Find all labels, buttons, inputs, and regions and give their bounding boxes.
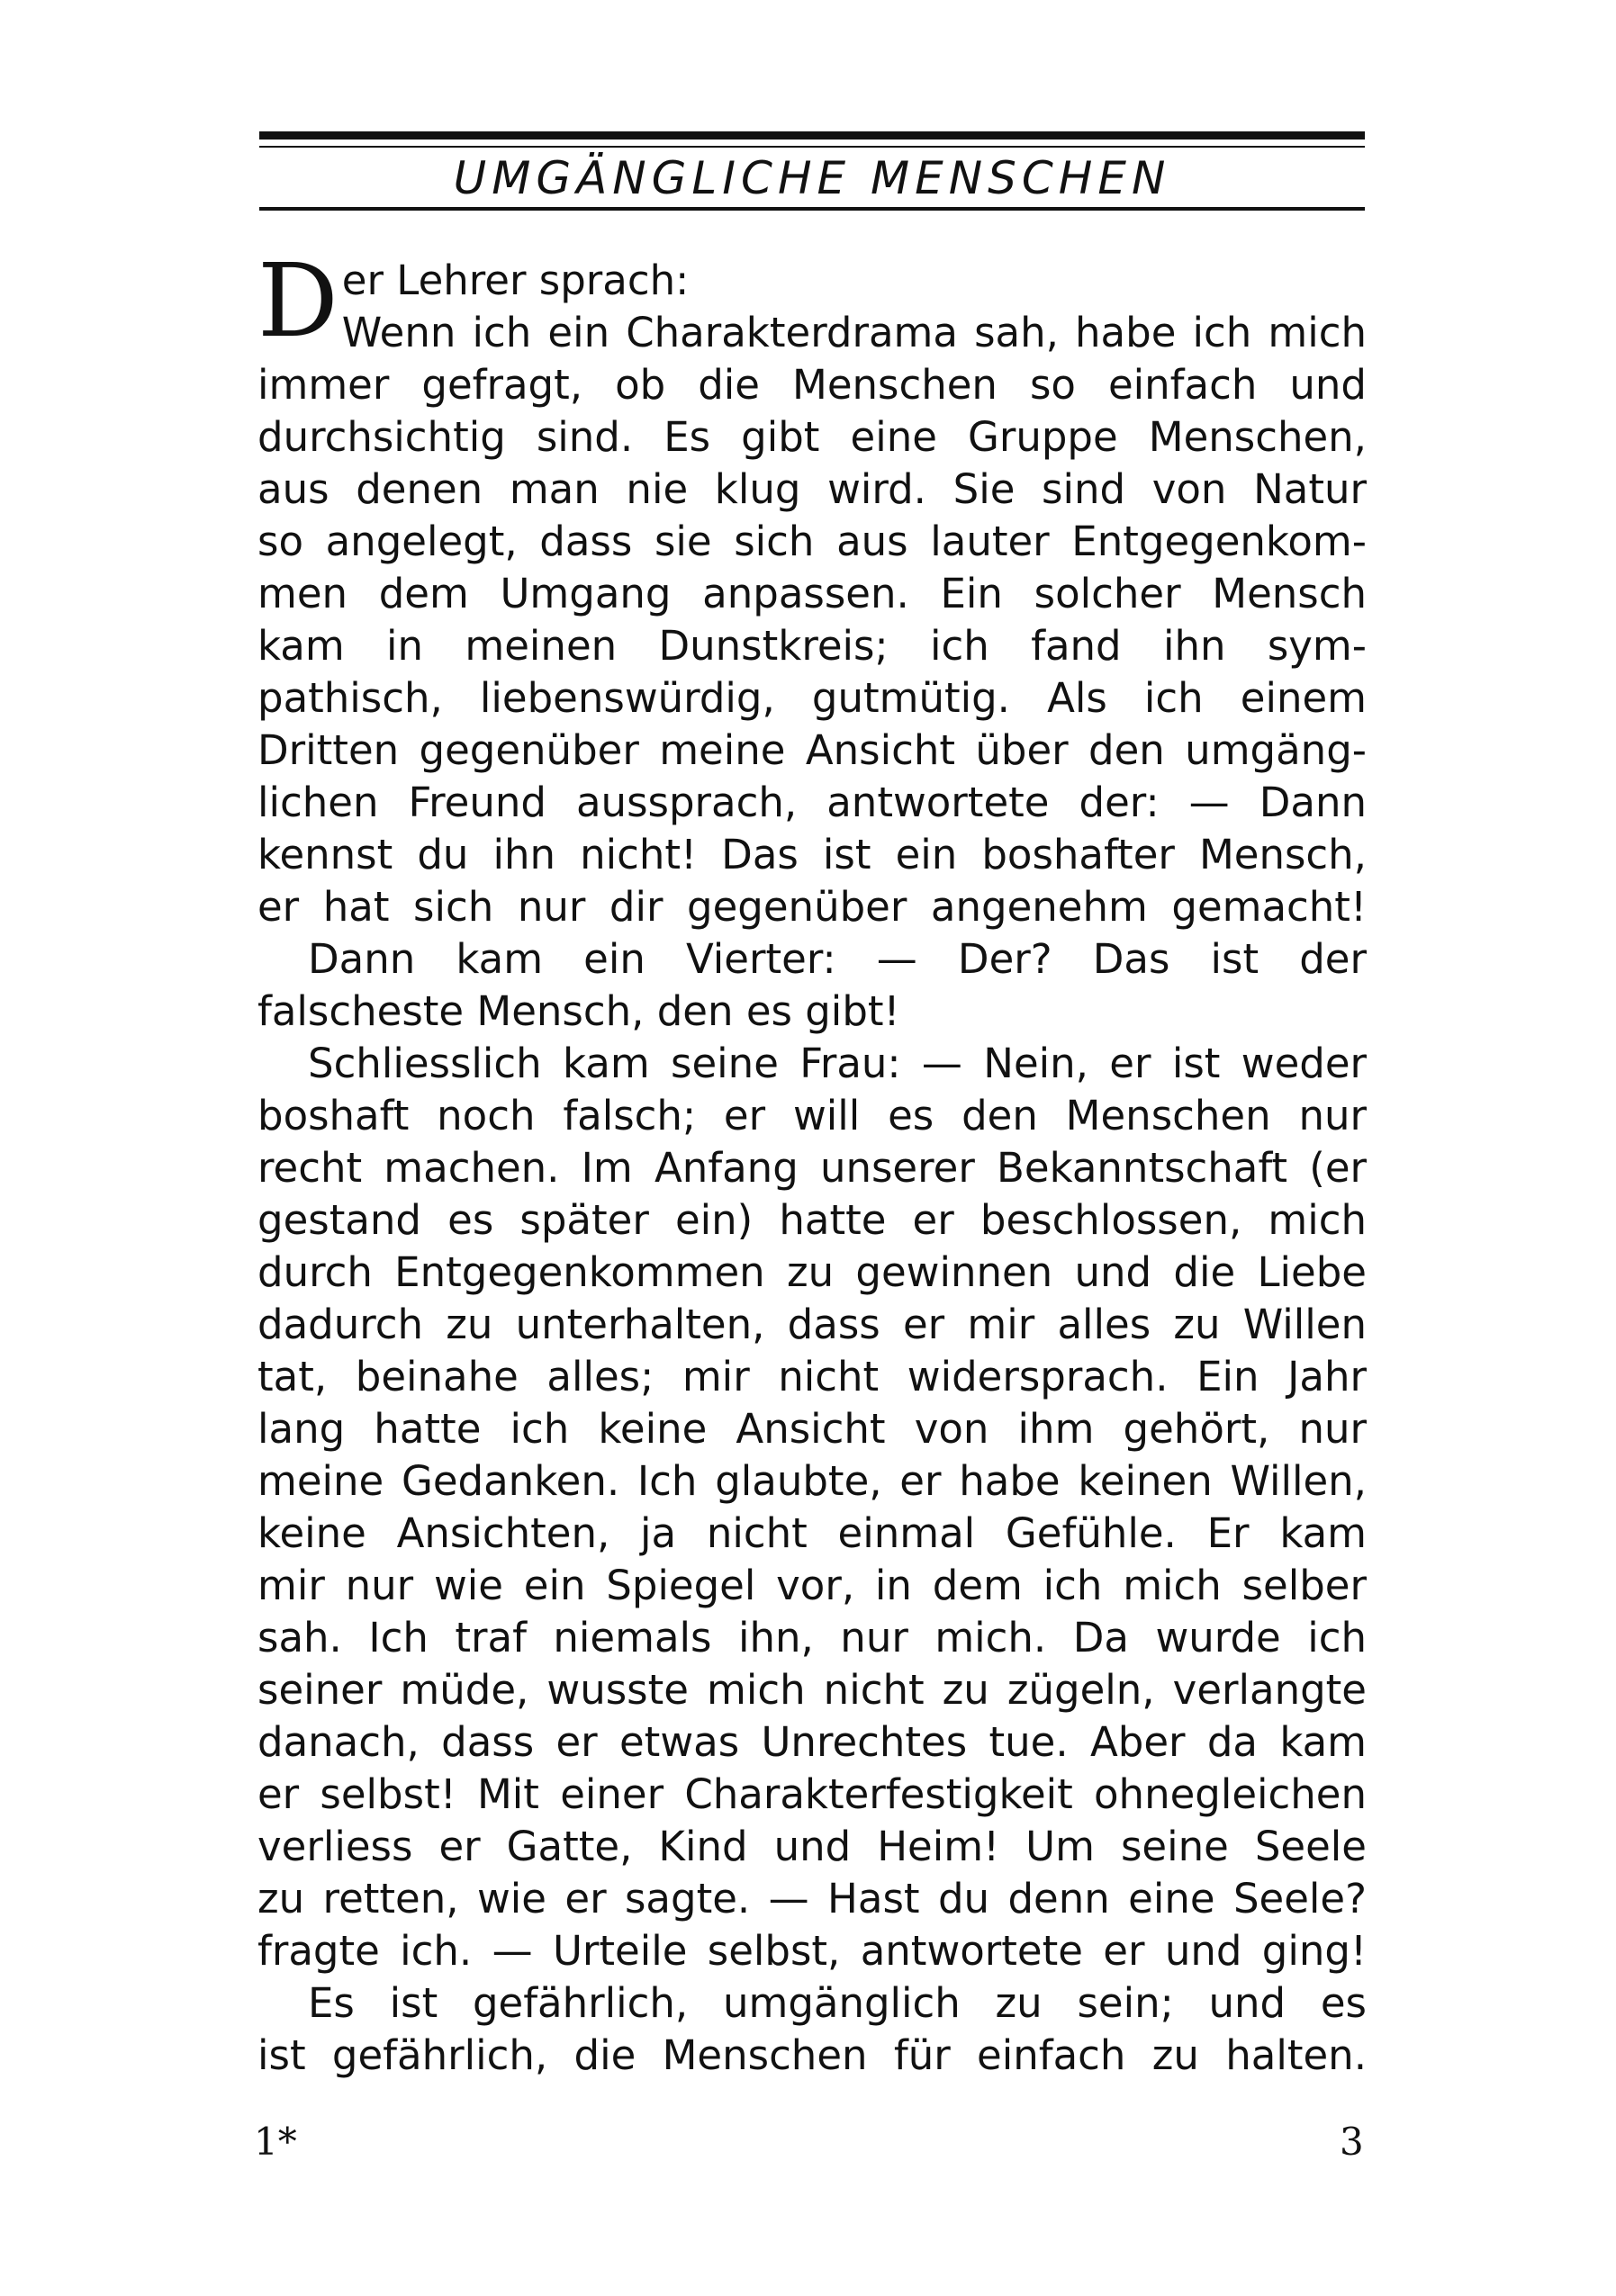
- text-line: er hat sich nur dir gegenüber angenehm gemacht!: [257, 883, 1367, 931]
- text-line: Dann kam ein Vierter: — Der? Das ist der: [308, 935, 1367, 983]
- text-line: so angelegt, dass sie sich aus lauter Entgegenkom-: [257, 518, 1367, 565]
- text-line: gestand es später ein) hatte er beschlossen, mich: [257, 1196, 1367, 1244]
- text-line: fragte ich. — Urteile selbst, antwortete er und ging!: [257, 1927, 1367, 1975]
- text-line: ist gefährlich, die Menschen für einfach zu halten.: [257, 2031, 1367, 2079]
- text-line: seiner müde, wusste mich nicht zu zügeln, verlangte: [257, 1666, 1367, 1714]
- text-line: zu retten, wie er sagte. — Hast du denn eine Seele?: [257, 1875, 1367, 1922]
- text-line: meine Gedanken. Ich glaubte, er habe keinen Willen,: [257, 1457, 1367, 1505]
- header-rule-thin: [259, 146, 1365, 148]
- text-line: immer gefragt, ob die Menschen so einfach und: [257, 361, 1367, 409]
- text-line: falscheste Mensch, den es gibt!: [257, 987, 900, 1035]
- page-number: 3: [1340, 2120, 1364, 2164]
- drop-cap: D: [257, 243, 339, 360]
- text-line: verliess er Gatte, Kind und Heim! Um seine Seele: [257, 1823, 1367, 1870]
- header-rule-bottom: [259, 207, 1365, 211]
- text-line: pathisch, liebenswürdig, gutmütig. Als ich einem: [257, 674, 1367, 722]
- text-line: Dritten gegenüber meine Ansicht über den umgäng-: [257, 726, 1367, 774]
- running-title: UMGÄNGLICHE MENSCHEN: [453, 152, 1171, 204]
- text-line: danach, dass er etwas Unrechtes tue. Aber da kam: [257, 1718, 1367, 1766]
- text-line: mir nur wie ein Spiegel vor, in dem ich mich selber: [257, 1562, 1367, 1609]
- text-line: durchsichtig sind. Es gibt eine Gruppe Menschen,: [257, 413, 1367, 461]
- header-rule-thick: [259, 131, 1365, 140]
- text-line: recht machen. Im Anfang unserer Bekanntschaft (er: [257, 1144, 1367, 1192]
- text-line: sah. Ich traf niemals ihn, nur mich. Da wurde ich: [257, 1614, 1367, 1661]
- text-line: keine Ansichten, ja nicht einmal Gefühle. Er kam: [257, 1509, 1367, 1557]
- main-text: [257, 243, 1367, 2082]
- text-line: dadurch zu unterhalten, dass er mir alles zu Willen: [257, 1301, 1367, 1348]
- text-line: kam in meinen Dunstkreis; ich fand ihn sym-: [257, 622, 1367, 670]
- text-line: Es ist gefährlich, umgänglich zu sein; und es: [308, 1979, 1367, 2027]
- signature-mark: 1*: [254, 2120, 297, 2164]
- text-line: Wenn ich ein Charakterdrama sah, habe ich mich: [341, 309, 1367, 356]
- text-line: lichen Freund aussprach, antwortete der: — Dann: [257, 779, 1367, 826]
- text-line: tat, beinahe alles; mir nicht widersprach. Ein Jahr: [257, 1353, 1367, 1400]
- text-line: er Lehrer sprach:: [341, 257, 690, 304]
- text-line: men dem Umgang anpassen. Ein solcher Mensch: [257, 570, 1367, 617]
- text-line: durch Entgegenkommen zu gewinnen und die Liebe: [257, 1248, 1367, 1296]
- text-line: Schliesslich kam seine Frau: — Nein, er ist weder: [308, 1040, 1367, 1087]
- text-line: kennst du ihn nicht! Das ist ein boshafter Mensch,: [257, 831, 1367, 878]
- text-line: lang hatte ich keine Ansicht von ihm gehört, nur: [257, 1405, 1367, 1453]
- text-line: er selbst! Mit einer Charakterfestigkeit ohnegleichen: [257, 1770, 1367, 1818]
- text-line: aus denen man nie klug wird. Sie sind von Natur: [257, 465, 1367, 513]
- text-line: boshaft noch falsch; er will es den Menschen nur: [257, 1092, 1367, 1139]
